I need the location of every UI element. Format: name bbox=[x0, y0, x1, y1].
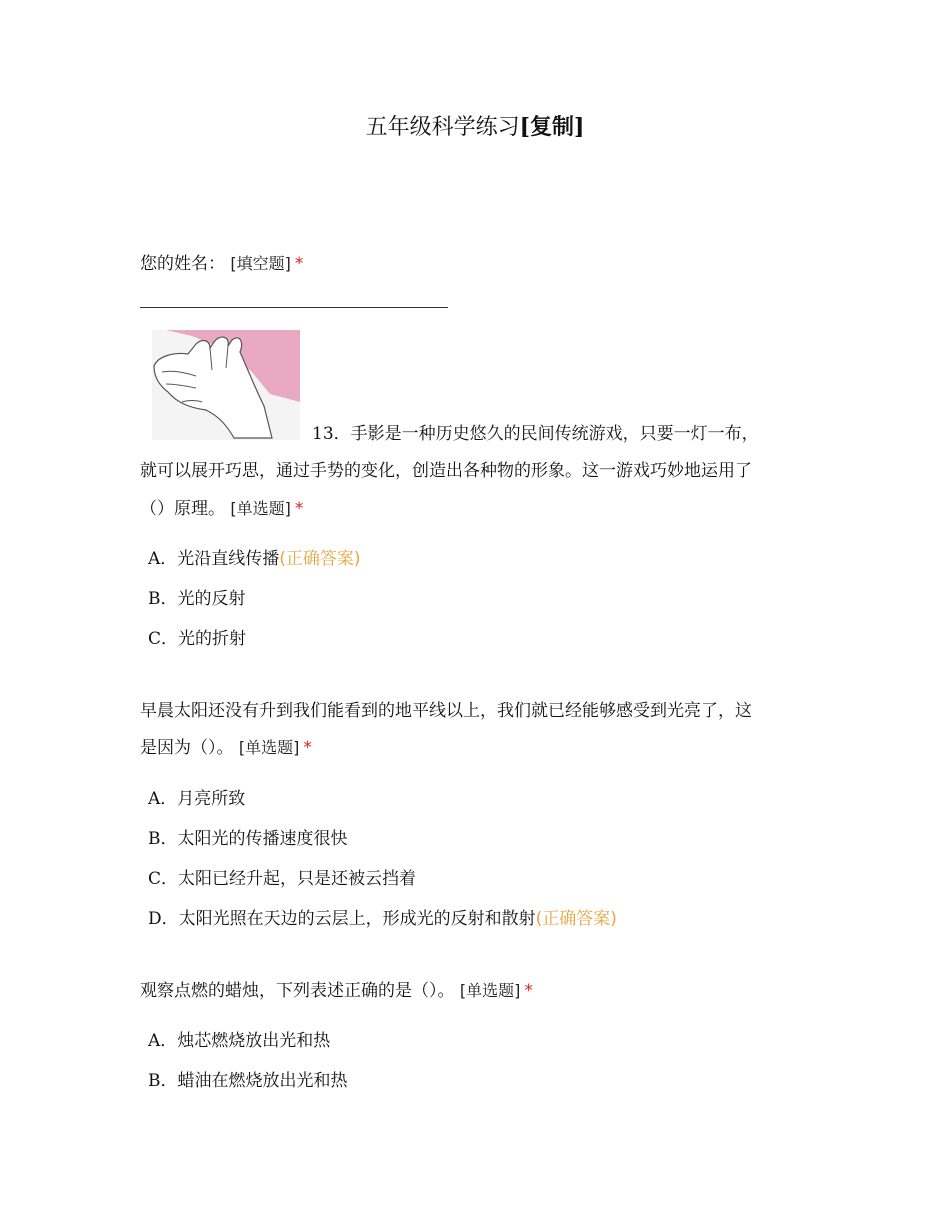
option-text: 太阳光的传播速度很快 bbox=[177, 829, 348, 849]
q3-text-1: 观察点燃的蜡烛，下列表述正确的是（）。 bbox=[140, 981, 455, 1001]
title-text: 五年级科学练习 bbox=[365, 115, 520, 140]
option-text: 烛芯燃烧放出光和热 bbox=[177, 1031, 331, 1051]
q1-required: * bbox=[294, 499, 304, 519]
q2-line2 bbox=[140, 729, 312, 767]
q1-line1 bbox=[312, 415, 759, 453]
option-letter: A． bbox=[148, 1031, 178, 1051]
correct-answer-mark: (正确答案) bbox=[535, 909, 617, 929]
option-text: 太阳光照在天边的云层上，形成光的反射和散射 bbox=[178, 909, 536, 929]
q2-option-b[interactable] bbox=[148, 824, 348, 849]
q2-required: * bbox=[303, 738, 312, 758]
q1-option-c[interactable] bbox=[148, 624, 246, 649]
q3-required: * bbox=[524, 981, 533, 1001]
q2-type: [单选题] bbox=[238, 738, 300, 757]
q2-option-d[interactable] bbox=[148, 904, 617, 929]
q2-option-c[interactable] bbox=[148, 864, 416, 889]
option-letter: B． bbox=[148, 589, 178, 609]
q3-option-b[interactable] bbox=[148, 1066, 348, 1091]
q2-text-2: 是因为（）。 bbox=[140, 738, 234, 758]
question-type: [填空题] bbox=[230, 254, 291, 273]
q3-line1 bbox=[140, 972, 533, 1010]
option-letter: D． bbox=[148, 909, 179, 929]
page-title bbox=[0, 110, 950, 141]
q1-type: [单选题] bbox=[230, 499, 291, 518]
option-text: 光的折射 bbox=[178, 629, 247, 649]
copy-tag: [复制] bbox=[519, 114, 585, 140]
option-text: 蜡油在燃烧放出光和热 bbox=[177, 1071, 348, 1091]
name-label: 您的姓名： bbox=[140, 254, 225, 274]
option-text: 光沿直线传播 bbox=[177, 549, 280, 569]
option-letter: B． bbox=[148, 829, 178, 849]
q3-option-a[interactable] bbox=[148, 1026, 330, 1051]
option-text: 月亮所致 bbox=[177, 789, 246, 809]
option-text: 光的反射 bbox=[177, 589, 246, 609]
option-letter: C． bbox=[148, 869, 179, 889]
q1-text-3: （）原理。 bbox=[140, 499, 225, 519]
name-question bbox=[140, 245, 303, 283]
q1-line3 bbox=[140, 490, 303, 528]
q1-option-a[interactable] bbox=[148, 544, 361, 569]
q1-option-b[interactable] bbox=[148, 584, 246, 609]
q3-type: [单选题] bbox=[459, 981, 521, 1000]
q2-line1: 早晨太阳还没有升到我们能看到的地平线以上，我们就已经能够感受到光亮了，这 bbox=[140, 701, 752, 721]
correct-answer-mark: (正确答案) bbox=[279, 549, 361, 569]
hand-shadow-image bbox=[152, 330, 300, 440]
name-input-line[interactable] bbox=[140, 307, 448, 308]
q1-number: 13． bbox=[312, 424, 351, 444]
option-letter: B． bbox=[148, 1071, 178, 1091]
q1-text-1: 手影是一种历史悠久的民间传统游戏，只要一灯一布， bbox=[350, 424, 759, 444]
option-letter: A． bbox=[148, 549, 178, 569]
option-text: 太阳已经升起，只是还被云挡着 bbox=[178, 869, 417, 889]
option-letter: C． bbox=[148, 629, 179, 649]
q1-line2: 就可以展开巧思，通过手势的变化，创造出各种物的形象。这一游戏巧妙地运用了 bbox=[140, 461, 752, 481]
q2-option-a[interactable] bbox=[148, 784, 245, 809]
required-mark: * bbox=[294, 254, 304, 274]
option-letter: A． bbox=[148, 789, 178, 809]
